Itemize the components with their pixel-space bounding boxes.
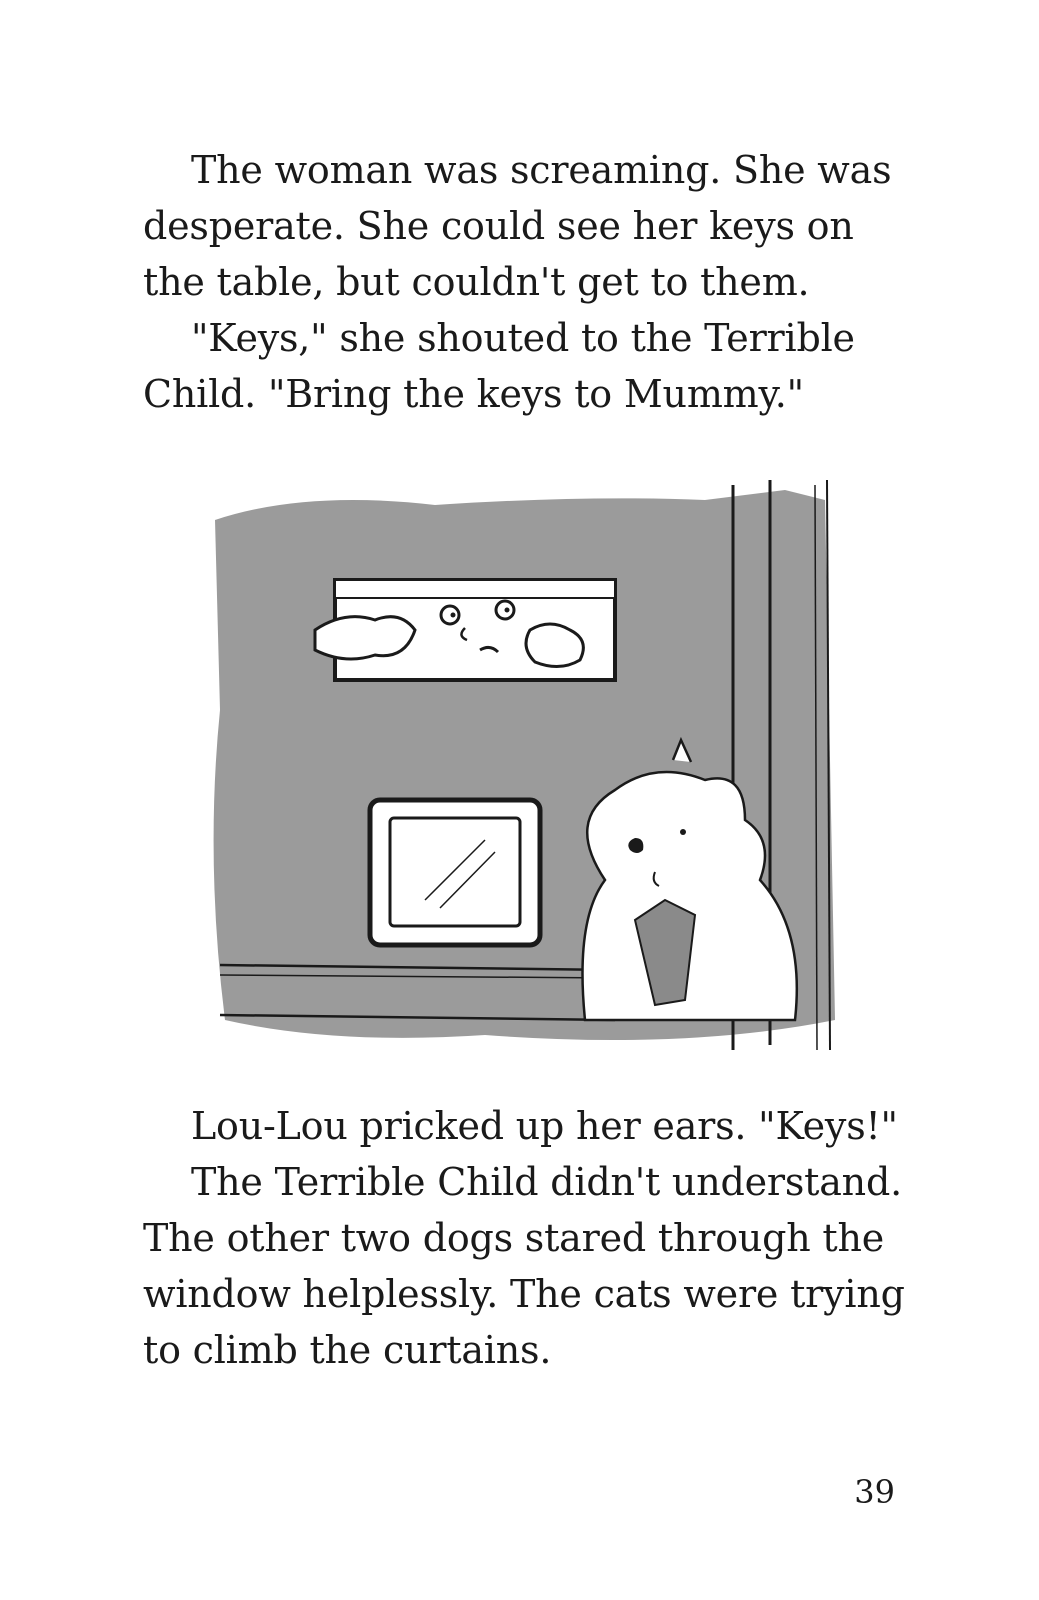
paragraph: The woman was screaming. She was desperate. She could see her keys on the table, but couldn't get to them. xyxy=(143,148,892,304)
top-text-block xyxy=(143,142,913,422)
bottom-text-block xyxy=(143,1098,913,1378)
paragraph: The Terrible Child didn't understand. The other two dogs stared through the window helplessly. The cats were trying to climb the curtains. xyxy=(143,1160,905,1372)
door-with-letterbox-and-dog-icon xyxy=(185,460,855,1060)
paragraph: Lou-Lou pricked up her ears. "Keys!" xyxy=(191,1104,898,1148)
page-number: 39 xyxy=(854,1473,895,1511)
paragraph: "Keys," she shouted to the Terrible Child. "Bring the keys to Mummy." xyxy=(143,316,855,416)
